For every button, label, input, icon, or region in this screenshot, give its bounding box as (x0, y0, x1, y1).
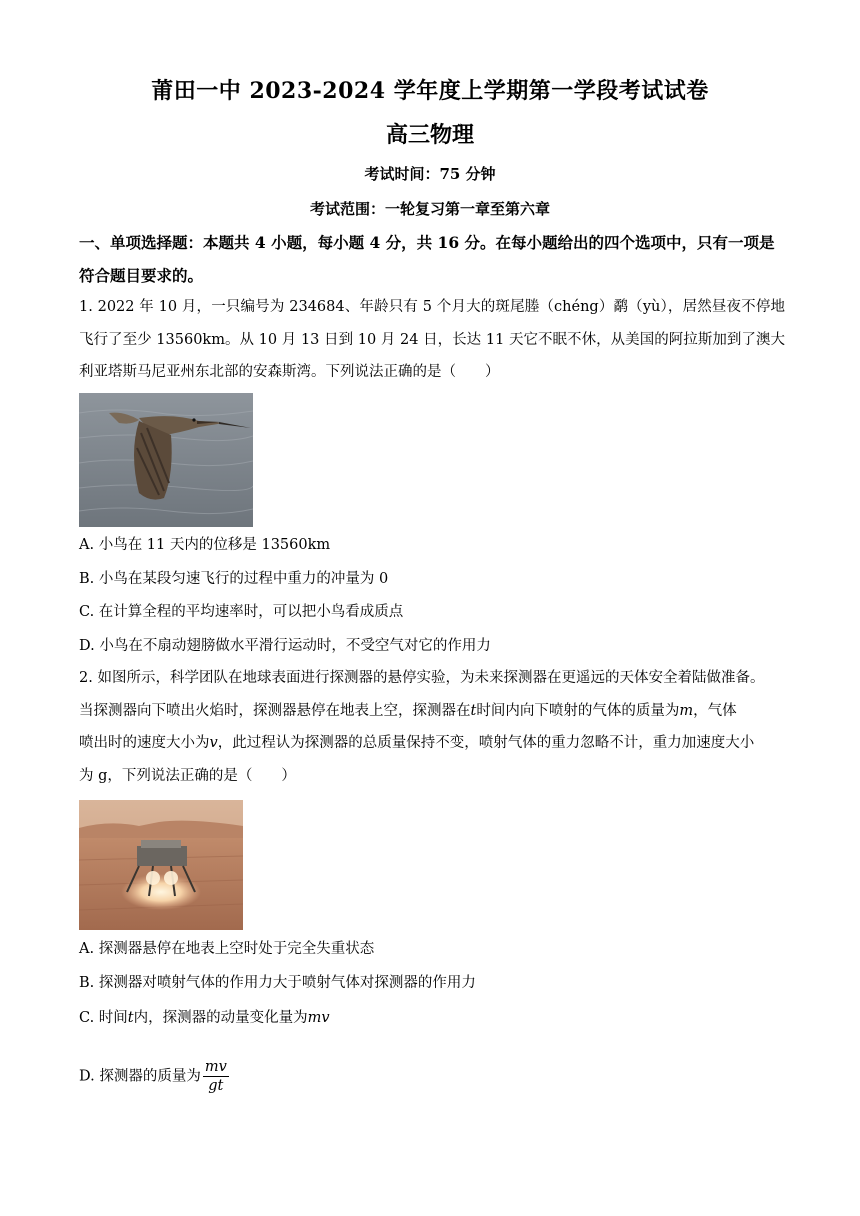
q2-option-c-text: 内，探测器的动量变化量为 (133, 1010, 308, 1026)
q2-line2-part2: 时间内向下喷射的气体的质量为 (476, 702, 680, 719)
q2-line3-part1: 喷出时的速度大小为 (79, 735, 210, 751)
exam-title: 莆田一中 2023-2024 学年度上学期第一学段考试试卷 (151, 78, 709, 104)
q2-line2-part1: 当探测器向下喷出火焰时，探测器悬停在地表上空，探测器在 (79, 702, 471, 719)
lander-photo (79, 800, 243, 930)
question-1-text: 1. 2022 年 10 月，一只编号为 234684、年龄只有 5 个月大的斑尾塍（chéng）鹬（yù），居然昼夜不停地飞行了至少 13560km。从 10 月 13 日到 10 月 24 日，长达 11 天它不眠不休，从美国的阿拉斯加到了澳大利亚塔斯马尼亚州东北部的安森斯湾。下列说法正确的是（ ） (79, 299, 785, 380)
q1-option-d: D. 小鸟在不扇动翅膀做水平滑行运动时，不受空气对它的作用力 (79, 638, 491, 654)
q1-option-c: C. 在计算全程的平均速率时，可以把小鸟看成质点 (79, 604, 404, 620)
q1-option-a: A. 小鸟在 11 天内的位移是 13560km (79, 537, 331, 553)
q1-option-b: B. 小鸟在某段匀速飞行的过程中重力的冲量为 0 (79, 571, 389, 587)
var-v: v (209, 735, 218, 751)
section-heading: 一、单项选择题：本题共 4 小题，每小题 4 分，共 16 分。在每小题给出的四个选项中，只有一项是符合题目要求的。 (79, 233, 775, 285)
exam-time: 考试时间：75 分钟 (364, 165, 496, 183)
q2-option-d-label: D. 探测器的质量为 (79, 1068, 201, 1085)
q2-option-b: B. 探测器对喷射气体的作用力大于喷射气体对探测器的作用力 (79, 975, 476, 991)
fraction-mv-over-gt (203, 1058, 229, 1095)
q2-option-a: A. 探测器悬停在地表上空时处于完全失重状态 (79, 941, 375, 957)
fraction-numerator: mv (204, 1059, 227, 1075)
fraction-denominator: gt (208, 1078, 224, 1094)
question-2-text (79, 662, 785, 792)
var-mv: mv (307, 1010, 330, 1026)
exam-scope: 考试范围：一轮复习第一章至第六章 (309, 200, 550, 218)
var-t: t (470, 702, 477, 719)
bird-photo (79, 393, 253, 527)
q2-option-c-label: C. 时间 (79, 1010, 128, 1026)
var-t: t (127, 1010, 134, 1026)
q2-option-d (79, 1058, 229, 1095)
q2-line2-part3: ，气体 (693, 702, 737, 719)
q2-option-c (79, 1008, 330, 1028)
subject-title: 高三物理 (385, 122, 474, 148)
q2-line1: 2. 如图所示，科学团队在地球表面进行探测器的悬停实验，为未来探测器在更遥远的天体安全着陆做准备。 (79, 670, 765, 686)
q2-line4: 为 g，下列说法正确的是（ ） (79, 767, 296, 784)
var-m: m (679, 702, 694, 719)
q2-line3-part2: ，此过程认为探测器的总质量保持不变，喷射气体的重力忽略不计，重力加速度大小 (217, 735, 755, 751)
